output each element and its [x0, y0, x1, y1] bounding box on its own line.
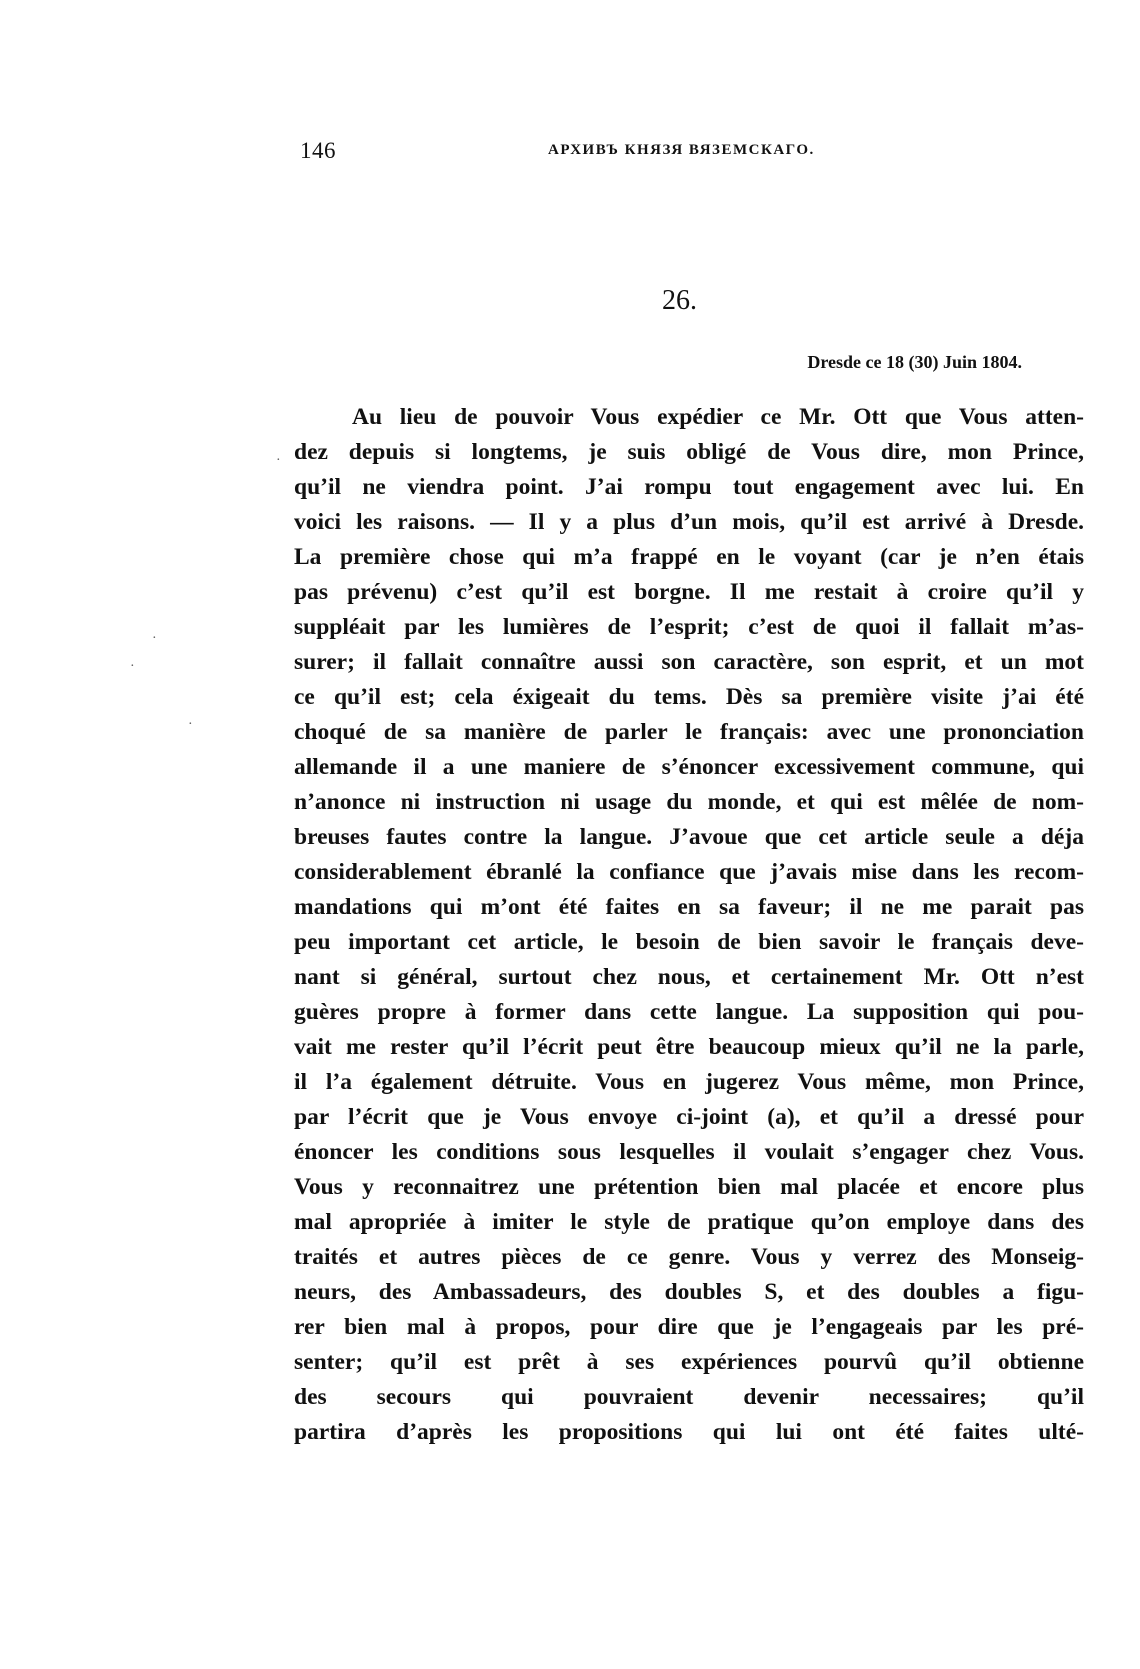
dateline: Dresde ce 18 (30) Juin 1804. — [807, 352, 1022, 372]
text-line: allemande il a une maniere de s’énoncer excessivement commune, qui — [294, 754, 1084, 780]
text-line: mal apropriée à imiter le style de pratique qu’on employe dans des — [294, 1209, 1084, 1235]
text-line: dez depuis si longtems, je suis obligé de Vous dire, mon Prince, — [294, 439, 1084, 465]
margin-mark: · — [130, 659, 135, 674]
running-header — [300, 138, 1106, 168]
running-title: АРХИВЪ КНЯЗЯ ВЯЗЕМСКАГО. — [548, 142, 815, 158]
text-line: rer bien mal à propos, pour dire que je l’engageais par les pré- — [294, 1314, 1084, 1340]
text-line: peu important cet article, le besoin de bien savoir le français deve- — [294, 929, 1084, 955]
letter-number: 26. — [662, 285, 697, 316]
page-number: 146 — [300, 138, 336, 163]
text-line: suppléait par les lumières de l’esprit; c’est de quoi il fallait m’as- — [294, 614, 1084, 640]
text-line: ce qu’il est; cela éxigeait du tems. Dès sa première visite j’ai été — [294, 684, 1084, 710]
margin-mark: · — [188, 717, 193, 732]
text-line: n’anonce ni instruction ni usage du monde, et qui est mêlée de nom- — [294, 789, 1084, 815]
letter-body — [294, 400, 1084, 1450]
text-line: partira d’après les propositions qui lui ont été faites ulté- — [294, 1419, 1084, 1445]
text-line: il l’a également détruite. Vous en jugerez Vous même, mon Prince, — [294, 1069, 1084, 1095]
text-line: qu’il ne viendra point. J’ai rompu tout engagement avec lui. En — [294, 474, 1084, 500]
text-line: neurs, des Ambassadeurs, des doubles S, et des doubles a figu- — [294, 1279, 1084, 1305]
text-line: breuses fautes contre la langue. J’avoue que cet article seule a déja — [294, 824, 1084, 850]
text-line: guères propre à former dans cette langue. La supposition qui pou- — [294, 999, 1084, 1025]
text-line: des secours qui pouvraient devenir necessaires; qu’il — [294, 1384, 1084, 1410]
text-line: voici les raisons. — Il y a plus d’un mois, qu’il est arrivé à Dresde. — [294, 509, 1084, 535]
text-line: senter; qu’il est prêt à ses expériences pourvû qu’il obtienne — [294, 1349, 1084, 1375]
text-line: vait me rester qu’il l’écrit peut être beaucoup mieux qu’il ne la parle, — [294, 1034, 1084, 1060]
text-line: surer; il fallait connaître aussi son caractère, son esprit, et un mot — [294, 649, 1084, 675]
text-line: choqué de sa manière de parler le français: avec une prononciation — [294, 719, 1084, 745]
text-line: énoncer les conditions sous lesquelles il voulait s’engager chez Vous. — [294, 1139, 1084, 1165]
text-line: par l’écrit que je Vous envoye ci-joint (a), et qu’il a dressé pour — [294, 1104, 1084, 1130]
text-line: nant si général, surtout chez nous, et certainement Mr. Ott n’est — [294, 964, 1084, 990]
text-line: mandations qui m’ont été faites en sa faveur; il ne me parait pas — [294, 894, 1084, 920]
text-line: Vous y reconnaitrez une prétention bien mal placée et encore plus — [294, 1174, 1084, 1200]
text-line: pas prévenu) c’est qu’il est borgne. Il me restait à croire qu’il y — [294, 579, 1084, 605]
text-line: considerablement ébranlé la confiance que j’avais mise dans les recom- — [294, 859, 1084, 885]
text-line: Au lieu de pouvoir Vous expédier ce Mr. Ott que Vous atten- — [352, 404, 1084, 430]
margin-mark: · — [276, 453, 281, 468]
margin-mark: · — [152, 631, 157, 646]
text-line: traités et autres pièces de ce genre. Vous y verrez des Monseig- — [294, 1244, 1084, 1270]
text-line: La première chose qui m’a frappé en le voyant (car je n’en étais — [294, 544, 1084, 570]
